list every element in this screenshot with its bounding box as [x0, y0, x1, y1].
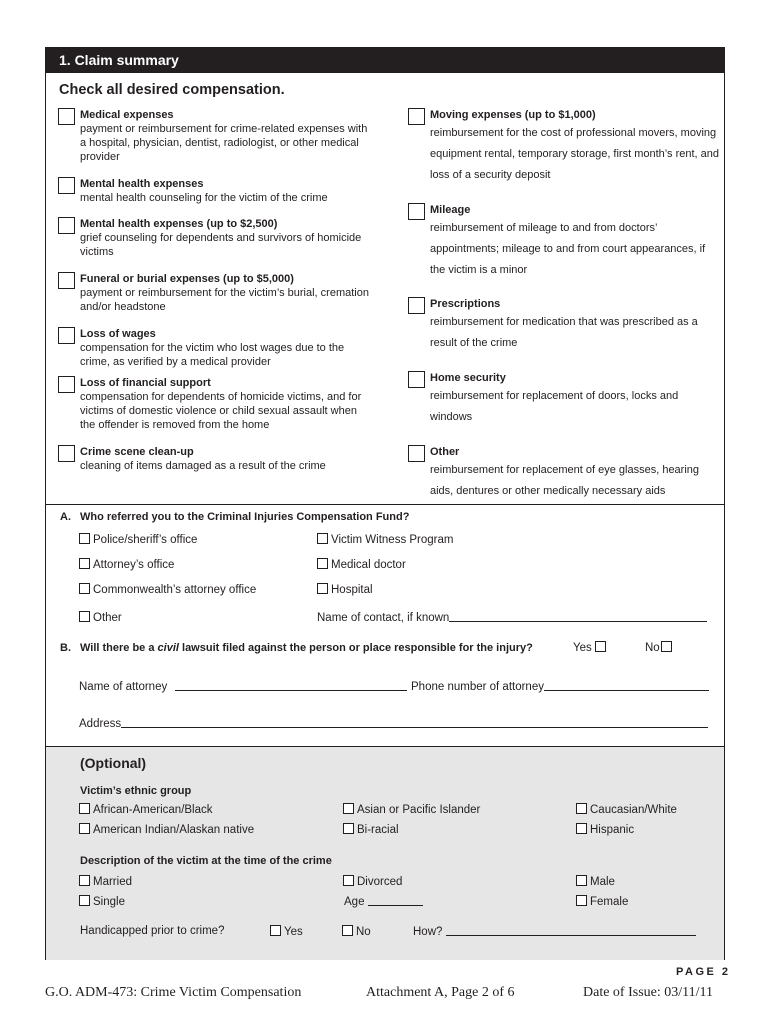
- handicapped-label: Handicapped prior to crime?: [80, 925, 225, 937]
- lawsuit-no[interactable]: [645, 641, 675, 654]
- attorney-name-field[interactable]: [79, 680, 407, 693]
- no-label: No: [645, 642, 660, 654]
- address-label: Address: [79, 718, 122, 730]
- funeral-item: [80, 272, 370, 314]
- mental-health-grief-checkbox[interactable]: [58, 217, 75, 234]
- item-desc: reimbursement for replacement of eye glasses, hearing aids, dentures or other medically necessary aids: [430, 464, 700, 497]
- how-line[interactable]: [446, 925, 696, 936]
- referral-commonwealth[interactable]: [79, 583, 256, 596]
- gender-male[interactable]: [576, 875, 615, 888]
- address-line[interactable]: [121, 717, 708, 728]
- item-desc: reimbursement for medication that was prescribed as a result of the crime: [430, 316, 698, 349]
- age-label: Age: [344, 896, 365, 908]
- age-field[interactable]: [344, 895, 423, 908]
- option-label: Medical doctor: [331, 559, 406, 571]
- loss-of-wages-item: [80, 327, 370, 369]
- handicapped-yes[interactable]: [270, 925, 303, 938]
- funeral-checkbox[interactable]: [58, 272, 75, 289]
- checkbox[interactable]: [79, 533, 90, 544]
- checkbox[interactable]: [343, 823, 354, 834]
- referral-attorney[interactable]: [79, 558, 174, 571]
- medical-expenses-item: [80, 108, 370, 164]
- option-label: Police/sheriff’s office: [93, 534, 198, 546]
- ethnic-caucasian[interactable]: [576, 803, 677, 816]
- contact-name-field[interactable]: [317, 611, 707, 624]
- item-desc: compensation for the victim who lost wages due to the crime, as verified by a medical provider: [80, 342, 345, 368]
- question-a-label: A.: [60, 511, 71, 523]
- option-label: Other: [93, 612, 122, 624]
- status-divorced[interactable]: [343, 875, 402, 888]
- option-label: Married: [93, 876, 132, 888]
- item-desc: payment or reimbursement for crime-related expenses with a hospital, physician, dentist, radiologist, or other medical provider: [80, 123, 368, 163]
- checkbox[interactable]: [270, 925, 281, 936]
- referral-hospital[interactable]: [317, 583, 373, 596]
- gender-female[interactable]: [576, 895, 628, 908]
- checkbox[interactable]: [317, 583, 328, 594]
- checkbox[interactable]: [79, 803, 90, 814]
- item-title: Loss of wages: [80, 328, 156, 340]
- item-desc: reimbursement of mileage to and from doctors’ appointments; mileage to and from court appearances, if the victim is a minor: [430, 222, 706, 276]
- crime-scene-checkbox[interactable]: [58, 445, 75, 462]
- footer-issue-date: Date of Issue: 03/11/11: [583, 985, 713, 1000]
- crime-scene-item: [80, 445, 370, 473]
- question-b-label: B.: [60, 642, 71, 654]
- item-desc: grief counseling for dependents and survivors of homicide victims: [80, 232, 362, 258]
- other-expenses-item: [430, 445, 720, 502]
- ethnic-hispanic[interactable]: [576, 823, 634, 836]
- referral-police[interactable]: [79, 533, 197, 546]
- checkbox[interactable]: [79, 611, 90, 622]
- prescriptions-checkbox[interactable]: [408, 297, 425, 314]
- checkbox[interactable]: [576, 875, 587, 886]
- section-header: 1. Claim summary: [46, 48, 724, 73]
- mental-health-checkbox[interactable]: [58, 177, 75, 194]
- item-title: Other: [430, 446, 460, 458]
- option-label: Hospital: [331, 584, 373, 596]
- checkbox[interactable]: [661, 641, 672, 652]
- item-title: Moving expenses (up to $1,000): [430, 109, 596, 121]
- option-label: Asian or Pacific Islander: [357, 804, 481, 816]
- checkbox[interactable]: [79, 895, 90, 906]
- checkbox[interactable]: [317, 533, 328, 544]
- checkbox[interactable]: [576, 823, 587, 834]
- footer-document-id: G.O. ADM-473: Crime Victim Compensation: [45, 985, 302, 1000]
- mileage-item: [430, 203, 720, 281]
- checkbox[interactable]: [343, 875, 354, 886]
- ethnic-asian[interactable]: [343, 803, 480, 816]
- ethnic-biracial[interactable]: [343, 823, 399, 836]
- item-desc: reimbursement for the cost of professional movers, moving equipment rental, temporary storage, first month’s rent, and loss of a security deposit: [430, 127, 719, 181]
- option-label: Single: [93, 896, 125, 908]
- item-title: Loss of financial support: [80, 377, 211, 389]
- check-all-instruction: Check all desired compensation.: [59, 82, 285, 98]
- status-married[interactable]: [79, 875, 132, 888]
- checkbox[interactable]: [343, 803, 354, 814]
- financial-support-item: [80, 376, 370, 432]
- checkbox[interactable]: [79, 875, 90, 886]
- option-label: African-American/Black: [93, 804, 213, 816]
- financial-support-checkbox[interactable]: [58, 376, 75, 393]
- divider: [46, 504, 724, 505]
- loss-of-wages-checkbox[interactable]: [58, 327, 75, 344]
- checkbox[interactable]: [79, 823, 90, 834]
- question-b-pre: Will there be a: [80, 642, 158, 654]
- referral-victim-witness[interactable]: [317, 533, 453, 546]
- optional-panel: [46, 746, 724, 960]
- item-title: Mileage: [430, 204, 471, 216]
- option-label: Divorced: [357, 876, 403, 888]
- option-label: Yes: [284, 926, 303, 938]
- checkbox[interactable]: [576, 803, 587, 814]
- question-b-text: [80, 642, 533, 654]
- yes-label: Yes: [573, 642, 592, 654]
- option-label: Commonwealth’s attorney office: [93, 584, 257, 596]
- footer-attachment: Attachment A, Page 2 of 6: [366, 985, 515, 1000]
- checkbox[interactable]: [317, 558, 328, 569]
- item-title: Funeral or burial expenses (up to $5,000): [80, 273, 294, 285]
- medical-expenses-checkbox[interactable]: [58, 108, 75, 125]
- ethnic-group-title: Victim’s ethnic group: [80, 785, 192, 797]
- checkbox[interactable]: [79, 558, 90, 569]
- address-field[interactable]: [79, 717, 708, 730]
- item-desc: mental health counseling for the victim of the crime: [80, 192, 328, 204]
- option-label: Female: [590, 896, 629, 908]
- how-field[interactable]: [413, 925, 696, 938]
- other-expenses-checkbox[interactable]: [408, 445, 425, 462]
- option-label: Attorney’s office: [93, 559, 175, 571]
- optional-title: (Optional): [80, 755, 147, 771]
- contact-line[interactable]: [449, 611, 707, 622]
- checkbox[interactable]: [576, 895, 587, 906]
- option-label: Victim Witness Program: [331, 534, 454, 546]
- referral-medical-doctor[interactable]: [317, 558, 406, 571]
- victim-description-title: Description of the victim at the time of the crime: [80, 855, 332, 867]
- item-desc: cleaning of items damaged as a result of the crime: [80, 460, 326, 472]
- phone-line[interactable]: [544, 680, 709, 691]
- item-title: Prescriptions: [430, 298, 501, 310]
- referral-other[interactable]: [79, 611, 122, 624]
- attorney-label: Name of attorney: [79, 681, 168, 693]
- item-desc: compensation for dependents of homicide victims, and for victims of domestic violence or child sexual assault when the offender is removed from the home: [80, 391, 362, 431]
- option-label: Caucasian/White: [590, 804, 677, 816]
- contact-label: Name of contact, if known: [317, 612, 450, 624]
- option-label: Hispanic: [590, 824, 635, 836]
- ethnic-african-american[interactable]: [79, 803, 213, 816]
- lawsuit-yes[interactable]: [573, 641, 609, 654]
- question-b-post: lawsuit filed against the person or place responsible for the injury?: [178, 642, 533, 654]
- checkbox[interactable]: [79, 583, 90, 594]
- age-line[interactable]: [368, 895, 423, 906]
- item-title: Home security: [430, 372, 506, 384]
- moving-expenses-checkbox[interactable]: [408, 108, 425, 125]
- mental-health-item: [80, 177, 370, 205]
- home-security-item: [430, 371, 720, 428]
- question-b-em: civil: [157, 642, 179, 654]
- checkbox[interactable]: [342, 925, 353, 936]
- mental-health-grief-item: [80, 217, 370, 259]
- question-a-text: Who referred you to the Criminal Injuries Compensation Fund?: [80, 511, 410, 523]
- option-label: American Indian/Alaskan native: [93, 824, 255, 836]
- phone-label: Phone number of attorney: [411, 681, 544, 693]
- option-label: No: [356, 926, 371, 938]
- prescriptions-item: [430, 297, 720, 354]
- item-desc: reimbursement for replacement of doors, locks and windows: [430, 390, 679, 423]
- item-title: Mental health expenses: [80, 178, 204, 190]
- handicapped-no[interactable]: [342, 925, 371, 938]
- item-desc: payment or reimbursement for the victim’s burial, cremation and/or headstone: [80, 287, 369, 313]
- mileage-checkbox[interactable]: [408, 203, 425, 220]
- attorney-line[interactable]: [175, 680, 407, 691]
- attorney-phone-field[interactable]: [411, 680, 709, 693]
- moving-expenses-item: [430, 108, 720, 186]
- claim-summary-form: [45, 47, 725, 960]
- item-title: Mental health expenses (up to $2,500): [80, 218, 278, 230]
- checkbox[interactable]: [595, 641, 606, 652]
- home-security-checkbox[interactable]: [408, 371, 425, 388]
- status-single[interactable]: [79, 895, 125, 908]
- item-title: Medical expenses: [80, 109, 174, 121]
- ethnic-american-indian[interactable]: [79, 823, 254, 836]
- how-label: How?: [413, 926, 443, 938]
- option-label: Bi-racial: [357, 824, 399, 836]
- item-title: Crime scene clean-up: [80, 446, 194, 458]
- page-number: PAGE 2: [676, 966, 731, 978]
- option-label: Male: [590, 876, 615, 888]
